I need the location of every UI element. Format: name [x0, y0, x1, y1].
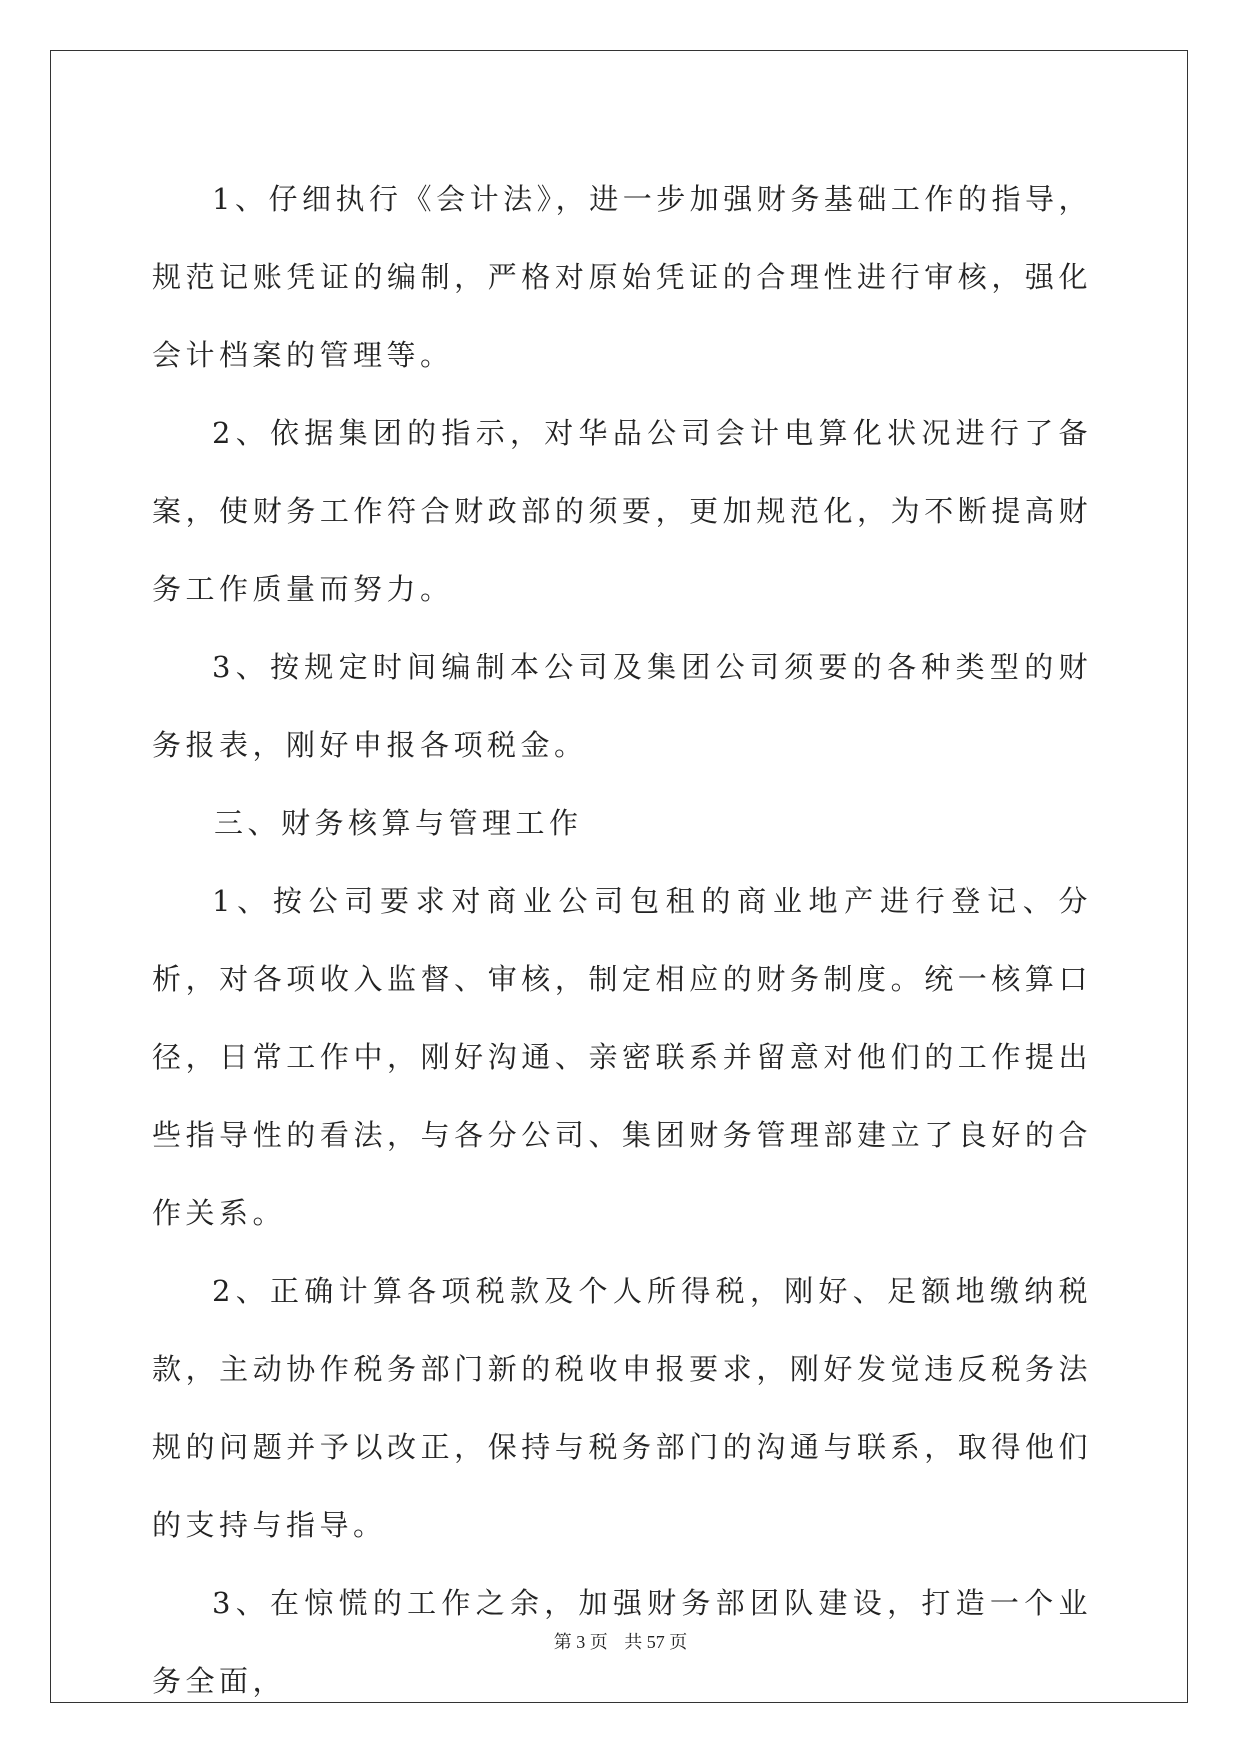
paragraph: 1、仔细执行《会计法》，进一步加强财务基础工作的指导，规范记账凭证的编制，严格对原始凭证的合理性进行审核，强化会计档案的管理等。	[152, 182, 1092, 372]
document-body	[152, 160, 1092, 1720]
paragraph: 3、按规定时间编制本公司及集团公司须要的各种类型的财务报表，刚好申报各项税金。	[152, 650, 1092, 762]
paragraph: 2、正确计算各项税款及个人所得税，刚好、足额地缴纳税款，主动协作税务部门新的税收申报要求，刚好发觉违反税务法规的问题并予以改正，保持与税务部门的沟通与联系，取得他们的支持与指导。	[152, 1274, 1092, 1542]
section-heading: 三、财务核算与管理工作	[214, 806, 583, 840]
page-number: 第 3 页	[553, 1632, 608, 1652]
page-footer	[0, 1628, 1241, 1654]
paragraph: 2、依据集团的指示，对华品公司会计电算化状况进行了备案，使财务工作符合财政部的须要，更加规范化，为不断提高财务工作质量而努力。	[152, 416, 1092, 606]
paragraph: 3、在惊慌的工作之余，加强财务部团队建设，打造一个业务全面，	[152, 1586, 1092, 1698]
page-total: 共 57 页	[624, 1632, 688, 1652]
paragraph: 1、按公司要求对商业公司包租的商业地产进行登记、分析，对各项收入监督、审核，制定相应的财务制度。统一核算口径，日常工作中，刚好沟通、亲密联系并留意对他们的工作提出些指导性的看法，与各分公司、集团财务管理部建立了良好的合作关系。	[152, 884, 1092, 1230]
